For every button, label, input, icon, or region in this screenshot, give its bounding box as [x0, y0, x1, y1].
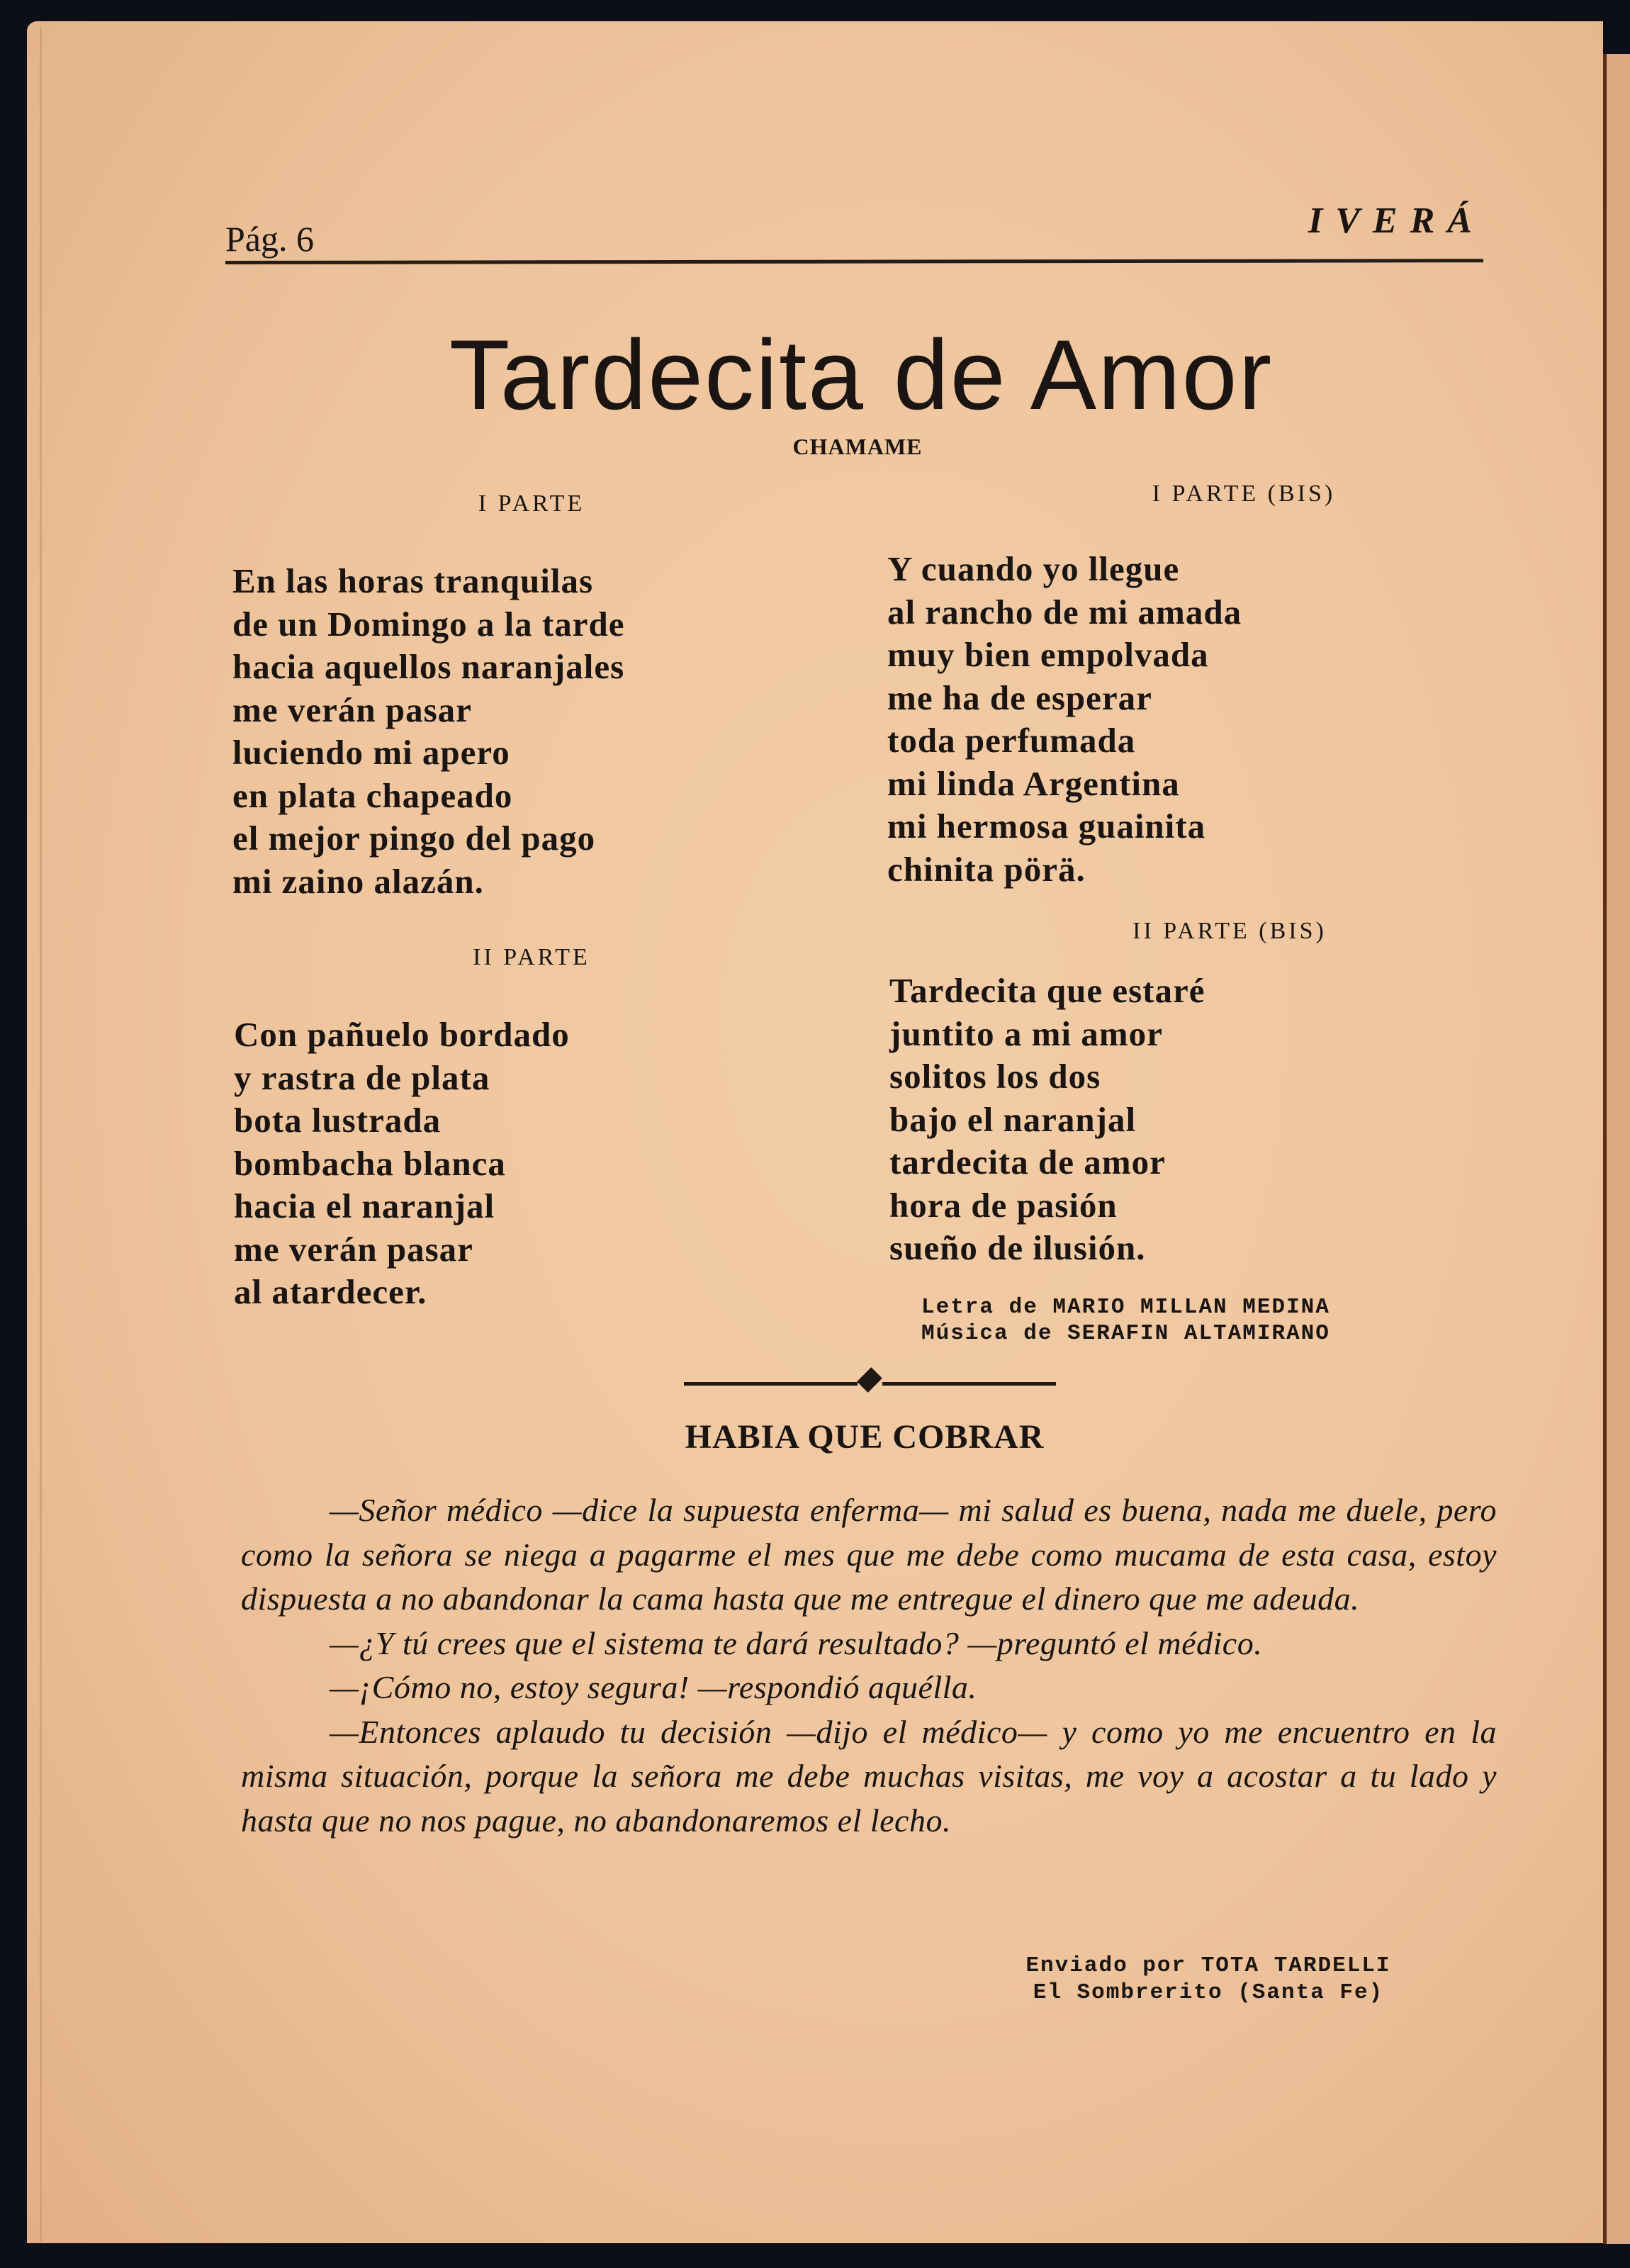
section-label: I PARTE — [478, 490, 585, 517]
lyric-line: sueño de ilusión. — [889, 1228, 1146, 1267]
lyric-line: mi hermosa guainita — [887, 807, 1206, 846]
story-signature — [989, 1953, 1428, 2006]
story-paragraph: —¡Cómo no, estoy segura! —respondió aquélla. — [330, 1669, 977, 1705]
song-title: Tardecita de Amor — [449, 319, 1274, 430]
lyric-line: mi zaino alazán. — [232, 861, 484, 901]
lyric-line: tardecita de amor — [889, 1143, 1166, 1181]
story-paragraph: —¿Y tú crees que el sistema te dará resultado? —preguntó el médico. — [330, 1624, 1263, 1661]
story-paragraph: —Entonces aplaudo tu decisión —dijo el médico— y como yo me encuentro en la misma situación, porque la señora me debe muchas visitas, me voy a acostar a tu lado y hasta que no nos pague, no abandonaremos el lecho. — [241, 1713, 1497, 1838]
section-label: I PARTE (BIS) — [1152, 481, 1336, 507]
divider-line — [882, 1382, 1056, 1386]
lyric-line: chinita pörä. — [887, 849, 1086, 889]
lyric-line: mi linda Argentina — [887, 763, 1180, 803]
lyric-line: luciendo mi apero — [232, 733, 510, 772]
story-body — [241, 1488, 1497, 1843]
lyric-line: y rastra de plata — [234, 1057, 490, 1097]
lyric-line: al atardecer. — [234, 1272, 427, 1311]
song-credits — [921, 1294, 1330, 1347]
story-paragraph: —Señor médico —dice la supuesta enferma— mi salud es buena, nada me duele, pero como la señora se niega a pagarme el mes que me debe como mucama de esta casa, estoy dispuesta a no abandonar la cama hasta que me entregue el dinero que me adeuda. — [241, 1492, 1497, 1617]
page-edge — [40, 27, 42, 2242]
sender-place: El Sombrerito (Santa Fe) — [1033, 1980, 1384, 2005]
lyric-line: bombacha blanca — [234, 1143, 506, 1183]
lyric-line: me verán pasar — [234, 1229, 473, 1269]
section-label: II PARTE (BIS) — [1132, 918, 1327, 944]
page-fold — [1603, 54, 1630, 2244]
lyric-line: bajo el naranjal — [889, 1099, 1137, 1139]
lyric-line: al rancho de mi amada — [887, 592, 1242, 631]
lyric-line: En las horas tranquilas — [232, 561, 594, 600]
stanza-ii-parte-bis — [889, 970, 1205, 1270]
story-title: HABIA QUE COBRAR — [685, 1418, 1045, 1456]
lyric-line: juntito a mi amor — [889, 1014, 1163, 1053]
lyrics-credit: Letra de MARIO MILLAN MEDINA — [921, 1295, 1330, 1320]
lyric-line: muy bien empolvada — [887, 635, 1209, 674]
stanza-i-parte — [232, 560, 625, 903]
sender-name: Enviado por TOTA TARDELLI — [1025, 1953, 1391, 1978]
page-number: Pág. 6 — [225, 219, 314, 259]
lyric-line: Con pañuelo bordado — [234, 1015, 570, 1054]
section-divider — [684, 1374, 1056, 1395]
stanza-ii-parte — [234, 1014, 570, 1314]
song-genre: CHAMAME — [792, 434, 923, 459]
stanza-i-parte-bis — [887, 548, 1242, 891]
lyric-line: solitos los dos — [889, 1057, 1101, 1096]
lyric-line: toda perfumada — [887, 721, 1136, 760]
lyric-line: hacia el naranjal — [234, 1186, 495, 1225]
lyric-line: de un Domingo a la tarde — [232, 604, 625, 644]
magazine-name: IVERÁ — [1308, 201, 1485, 241]
lyric-line: me verán pasar — [232, 690, 472, 729]
lyric-line: hacia aquellos naranjales — [232, 647, 625, 686]
lyric-line: el mejor pingo del pago — [232, 819, 596, 858]
lyric-line: Tardecita que estaré — [889, 971, 1205, 1010]
lyric-line: Y cuando yo llegue — [887, 549, 1180, 588]
section-label: II PARTE — [473, 944, 590, 970]
lyric-line: en plata chapeado — [232, 775, 513, 815]
divider-line — [684, 1382, 858, 1386]
music-credit: Música de SERAFIN ALTAMIRANO — [921, 1321, 1330, 1346]
lyric-line: hora de pasión — [889, 1185, 1118, 1225]
lyric-line: bota lustrada — [234, 1101, 442, 1140]
lyric-line: me ha de esperar — [887, 678, 1152, 717]
